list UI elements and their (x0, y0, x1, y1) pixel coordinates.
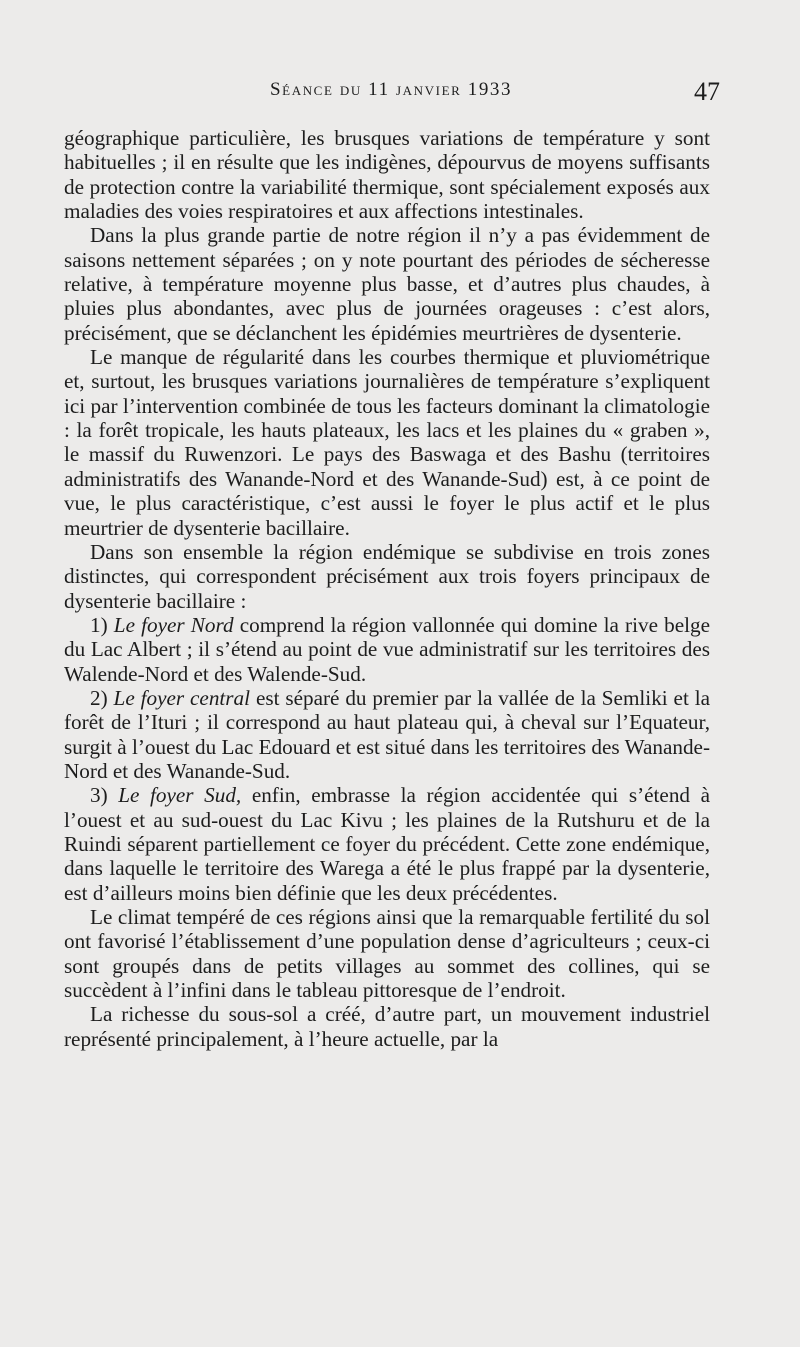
paragraph-continued: géographique particulière, les brusques variations de température y sont habituelles ; il en résulte que les indigènes, dépourvus de moyens suffisants de protection contre la variabilité thermique, sont spécialement exposés aux maladies des voies respiratoires et aux affections intestinales. (64, 126, 710, 224)
paragraph-population: Le climat tempéré de ces régions ainsi que la remarquable fertilité du sol ont favorisé l’établissement d’une population dense d’agriculteurs ; ceux-ci sont groupés dans de petits villages au sommet des collines, qui se succèdent à l’infini dans le tableau pittoresque de l’endroit. (64, 905, 710, 1003)
list-item-foyer-sud (64, 783, 710, 905)
item-number: 3) (90, 783, 108, 808)
paragraph-climate-factors: Le manque de régularité dans les courbes thermique et pluviométrique et, surtout, les brusques variations journalières de température s’expliquent ici par l’intervention combinée de tous les facteurs dominant la climatologie : la forêt tropicale, les hauts plateaux, les lacs et les plaines du « graben », le massif du Ruwenzori. Le pays des Baswaga et des Bashu (territoires administratifs des Wanande-Nord et des Wanande-Sud) est, à ce point de vue, le plus caractéristique, c’est aussi le foyer le plus actif et le plus meurtrier de dysenterie bacillaire. (64, 345, 711, 540)
item-label: Le foyer central (113, 685, 251, 710)
paragraph-endemic-zones: Dans son ensemble la région endémique se subdivise en trois zones distinctes, qui correspondent précisément aux trois foyers principaux de dysenterie bacillaire : (64, 539, 710, 613)
running-title: Séance du 11 janvier 1933 (270, 79, 513, 100)
paragraph-seasons: Dans la plus grande partie de notre région il n’y a pas évidemment de saisons nettement séparées ; on y note pourtant des périodes de sécheresse relative, à température moyenne plus basse, et d’autres plus chaudes, à pluies plus abondantes, avec plus de journées orageuses : c’est alors, précisément, que se déclanchent les épidémies meurtrières de dysenterie. (64, 223, 710, 345)
running-header (0, 75, 800, 111)
item-text: est séparé du premier par la vallée de la Semliki et la forêt de l’Ituri ; il correspond au haut plateau qui, à cheval sur l’Equateur, surgit à l’ouest du Lac Edouard et est situé dans les territoires des Wanande-Nord et des Wanande-Sud. (64, 685, 711, 783)
item-number: 1) (90, 612, 108, 637)
item-label: Le foyer Nord (113, 612, 234, 637)
item-number: 2) (90, 685, 108, 710)
list-item-foyer-central (64, 686, 710, 783)
page-number: 47 (694, 77, 720, 106)
item-text: enfin, embrasse la région accidentée qui s’étend à l’ouest et au sud-ouest du Lac Kivu ; les plaines de la Rutshuru et de la Ruindi séparent partiellement ce foyer du précédent. Cette zone endémique, dans laquelle le territoire des Warega a été le plus frappé par la dysenterie, est d’ailleurs moins bien définie que les deux précédentes. (64, 783, 711, 905)
item-label: Le foyer Sud, (118, 783, 242, 808)
paragraph-industry: La richesse du sous-sol a créé, d’autre part, un mouvement industriel représenté principalement, à l’heure actuelle, par la (64, 1002, 710, 1051)
item-text: comprend la région vallonnée qui domine la rive belge du Lac Albert ; il s’étend au point de vue administratif sur les territoires des Walende-Nord et des Walende-Sud. (64, 612, 711, 686)
body-text (64, 126, 710, 1051)
list-item-foyer-nord (64, 613, 710, 686)
